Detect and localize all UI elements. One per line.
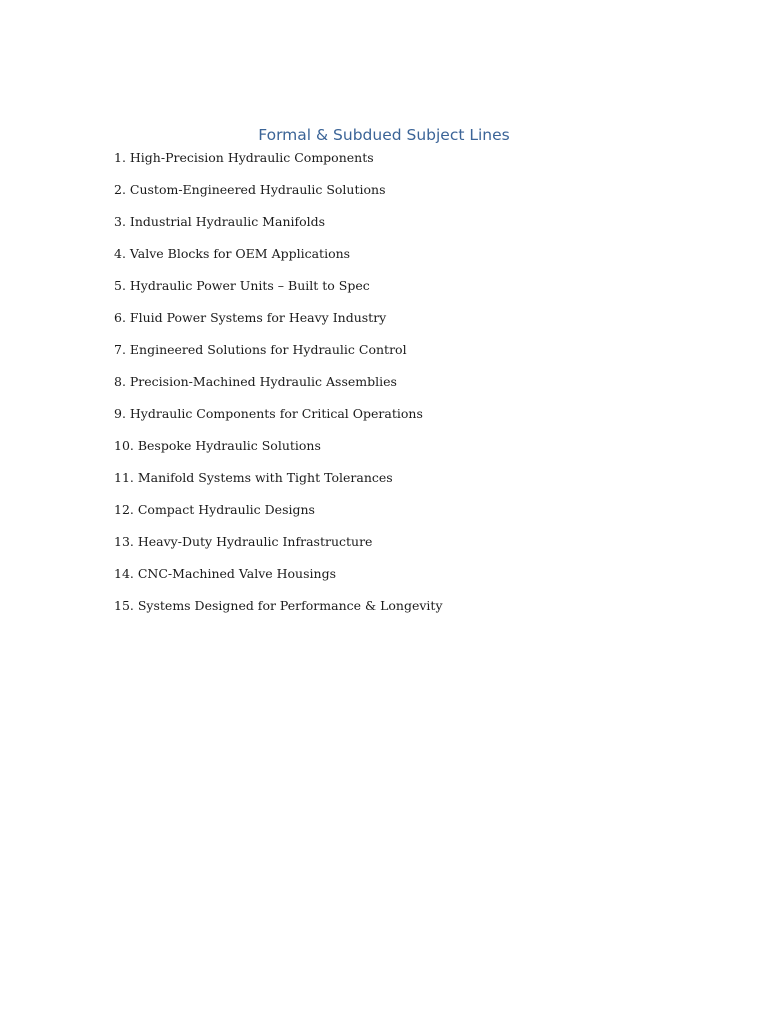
list-item: 4. Valve Blocks for OEM Applications: [114, 246, 351, 261]
list-item: 9. Hydraulic Components for Critical Operations: [114, 406, 423, 421]
list-item: 1. High-Precision Hydraulic Components: [114, 150, 374, 165]
list-item: 5. Hydraulic Power Units – Built to Spec: [114, 278, 370, 293]
subject-line-list: [114, 147, 443, 627]
list-item: 10. Bespoke Hydraulic Solutions: [114, 438, 321, 453]
list-item: 14. CNC-Machined Valve Housings: [114, 566, 336, 581]
list-item: 15. Systems Designed for Performance & Longevity: [114, 598, 443, 613]
list-item: 3. Industrial Hydraulic Manifolds: [114, 214, 326, 229]
document-title: Formal & Subdued Subject Lines: [258, 126, 510, 144]
list-item: 7. Engineered Solutions for Hydraulic Control: [114, 342, 407, 357]
list-item: 11. Manifold Systems with Tight Tolerances: [114, 470, 393, 485]
list-item: 12. Compact Hydraulic Designs: [114, 502, 315, 517]
list-item: 2. Custom-Engineered Hydraulic Solutions: [114, 182, 386, 197]
list-item: 6. Fluid Power Systems for Heavy Industry: [114, 310, 387, 325]
list-item: 8. Precision-Machined Hydraulic Assemblies: [114, 374, 397, 389]
list-item: 13. Heavy-Duty Hydraulic Infrastructure: [114, 534, 373, 549]
